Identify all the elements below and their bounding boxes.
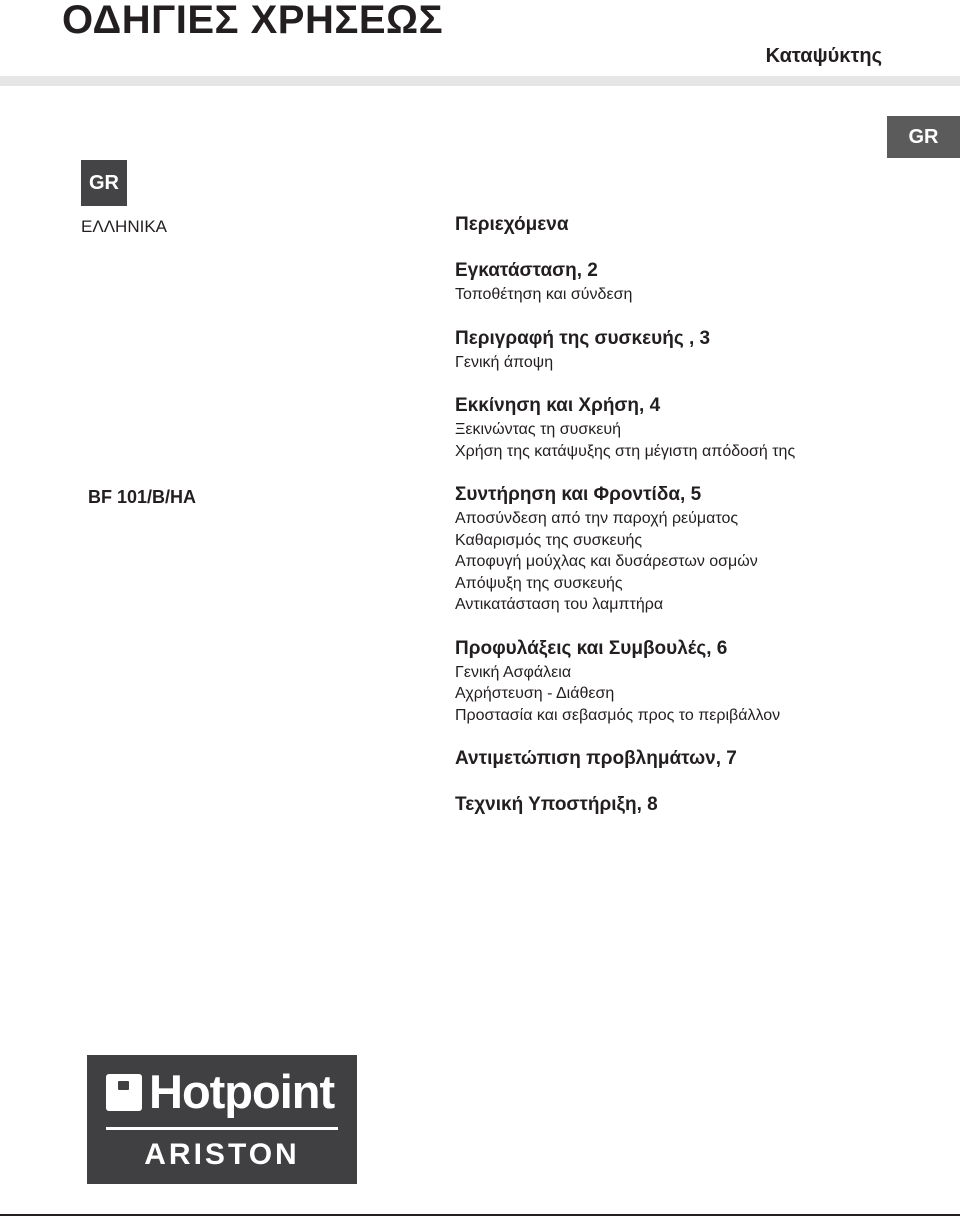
logo-sub-brand-text: ARISTON [144, 1138, 300, 1171]
page-title: ΟΔΗΓΙΕΣ ΧΡΗΣΕΩΣ [62, 0, 444, 42]
toc-section-installation [455, 258, 935, 306]
logo-brand-text: Hotpoint [149, 1065, 335, 1118]
language-tab: GR [887, 116, 960, 158]
toc-item: Γενική άποψη [455, 353, 554, 371]
toc-item: Αντικατάσταση του λαμπτήρα [455, 596, 664, 613]
product-type: Καταψύκτης [765, 45, 882, 67]
toc-item: Αποφυγή μούχλας και δυσάρεστων οσμών [455, 553, 758, 570]
language-code-box: GR [81, 160, 127, 206]
language-label: ΕΛΛΗΝΙΚΑ [81, 217, 168, 236]
toc-section-title: Περιγραφή της συσκευής , 3 [455, 327, 711, 349]
toc-section-support [455, 792, 935, 818]
toc-section-precautions [455, 636, 935, 727]
toc-item: Προστασία και σεβασμός προς το περιβάλλον [455, 706, 781, 724]
toc-section-title: Συντήρηση και Φροντίδα, 5 [455, 484, 702, 505]
toc-section-description [455, 326, 935, 374]
toc-section-title: Εγκατάσταση, 2 [455, 260, 598, 281]
toc-item: Καθαρισμός της συσκευής [455, 531, 643, 549]
toc-section-title: Προφυλάξεις και Συμβουλές, 6 [455, 637, 728, 659]
toc-item: Γενική Ασφάλεια [455, 663, 572, 681]
toc-item: Χρήση της κατάψυξης στη μέγιστη απόδοσή της [455, 442, 796, 460]
footer-divider [0, 1214, 960, 1216]
toc-item: Τοποθέτηση και σύνδεση [455, 286, 633, 303]
toc-section-maintenance [455, 482, 935, 616]
toc-item: Αχρήστευση - Διάθεση [455, 685, 615, 702]
brand-logo [87, 1055, 357, 1184]
toc-item: Ξεκινώντας τη συσκευή [455, 421, 622, 438]
model-number: BF 101/B/HA [88, 487, 197, 507]
toc-section-title: Εκκίνηση και Χρήση, 4 [455, 395, 661, 416]
logo-mark-icon [106, 1074, 142, 1111]
toc-heading: Περιεχόμενα [455, 214, 569, 235]
toc-section-title: Αντιμετώπιση προβλημάτων, 7 [455, 748, 737, 769]
toc-section-troubleshooting [455, 746, 935, 772]
toc-item: Αποσύνδεση από την παροχή ρεύματος [455, 510, 739, 527]
table-of-contents [455, 212, 935, 838]
toc-section-start-and-use [455, 393, 935, 462]
header-divider [0, 76, 960, 86]
toc-section-title: Τεχνική Υποστήριξη, 8 [455, 794, 658, 815]
toc-item: Απόψυξη της συσκευής [455, 574, 623, 592]
logo-divider [106, 1127, 338, 1130]
